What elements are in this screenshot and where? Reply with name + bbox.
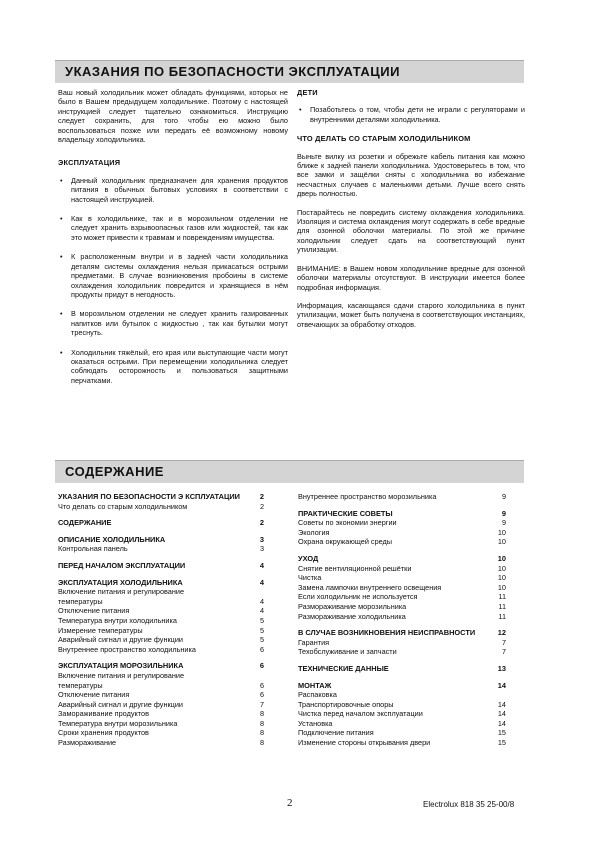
toc-entry-row[interactable] — [58, 635, 264, 645]
brand-code: Electrolux 818 35 25-00/8 — [423, 800, 515, 809]
toc-heading-label: УКАЗАНИЯ ПО БЕЗОПАСНОСТИ Э КСПЛУАТАЦИИ — [58, 492, 240, 501]
toc-entry-page: 10 — [497, 573, 506, 583]
old-fridge-paragraph: ВНИМАНИЕ: в Вашем новом холодильнике вредные для озонной оболочки материалы отсутствуют. В инструкции имеется более подробная информация. — [297, 263, 525, 292]
toc-entry-label: Подключение питания — [298, 728, 374, 738]
toc-heading-row[interactable] — [58, 561, 264, 571]
toc-entry-label: Измерение температуры — [58, 625, 143, 635]
toc-entry-page: 14 — [497, 699, 506, 709]
toc-header-band — [55, 460, 524, 483]
toc-entry-row[interactable] — [298, 564, 506, 574]
safety-left-column — [58, 88, 288, 395]
toc-entry-page: 6 — [259, 680, 264, 690]
toc-entry-label: Размораживание морозильника — [298, 601, 407, 611]
toc-entry-row[interactable] — [58, 700, 264, 710]
toc-heading-label: ТЕХНИЧЕСКИЕ ДАННЫЕ — [298, 663, 389, 673]
toc-right-column — [298, 492, 506, 755]
toc-group — [58, 578, 264, 655]
toc-heading-label: ОПИСАНИЕ ХОЛОДИЛЬНИКА — [58, 534, 166, 544]
toc-entry-label: Контрольная панель — [58, 544, 128, 554]
toc-heading-page: 2 — [259, 492, 264, 501]
toc-entry-page: 14 — [497, 709, 506, 719]
toc-heading-label: УХОД — [298, 553, 319, 563]
toc-entry-label: Температура внутри холодильника — [58, 615, 177, 625]
toc-entry-row[interactable] — [58, 671, 264, 681]
toc-entry-row[interactable] — [58, 606, 264, 616]
toc-entry-page: 11 — [498, 601, 506, 611]
toc-group — [298, 509, 506, 547]
toc-entry-page: 4 — [259, 606, 264, 616]
toc-entry-row[interactable] — [58, 597, 264, 607]
toc-title: СОДЕРЖАНИЕ — [65, 464, 164, 479]
toc-entry-page: 8 — [259, 718, 264, 728]
toc-heading-page: 4 — [259, 577, 264, 587]
toc-entry-page: 9 — [501, 492, 506, 501]
toc-heading-page: 10 — [497, 553, 506, 563]
toc-left-column — [58, 492, 264, 755]
toc-entry-row[interactable] — [298, 719, 506, 729]
toc-entry-label: Техобслуживание и запчасти — [298, 647, 397, 657]
toc-heading-label: ЭКСПЛУАТАЦИЯ МОРОЗИЛЬНИКА — [58, 661, 184, 671]
toc-entry-row[interactable] — [58, 719, 264, 729]
toc-heading-row[interactable] — [58, 518, 264, 528]
toc-entry-page: 7 — [501, 647, 506, 657]
toc-entry-label: температуры — [58, 596, 103, 606]
toc-group — [298, 664, 506, 674]
toc-entry-row[interactable] — [58, 626, 264, 636]
safety-title: УКАЗАНИЯ ПО БЕЗОПАСНОСТИ ЭКСПЛУАТАЦИИ — [65, 64, 400, 79]
toc-group — [298, 628, 506, 657]
toc-entry-label: Замораживание продуктов — [58, 709, 149, 719]
toc-group — [58, 561, 264, 571]
toc-entry-row[interactable] — [58, 645, 264, 655]
children-list — [297, 105, 525, 124]
old-fridge-paragraphs — [297, 152, 525, 330]
toc-entry-page: 9 — [501, 518, 506, 528]
toc-entry-label: Отключение питания — [58, 690, 130, 700]
toc-entry-label: Аварийный сигнал и другие функции — [58, 635, 183, 645]
toc-entry-row[interactable] — [298, 647, 506, 657]
toc-entry-page: 7 — [501, 637, 506, 647]
toc-entry-page — [492, 690, 506, 700]
toc-entry-page: 15 — [497, 738, 506, 748]
toc-entry-label: Размораживание холодильника — [298, 611, 406, 621]
toc-entry-page: 2 — [259, 501, 264, 511]
toc-entry-page: 6 — [259, 690, 264, 700]
toc-entry-label: Температура внутри морозильника — [58, 718, 178, 728]
toc-entry-row[interactable] — [58, 544, 264, 554]
toc-entry-row[interactable] — [58, 616, 264, 626]
safety-intro: Ваш новый холодильник может обладать функциями, которых не было в Вашем предыдущем холодильнике. Поэтому с настоящей инструкцией следует тщательно ознакомиться. Инструкцию следует сохранить, для того чтобы ею можно было воспользоваться позже или передать её возможному новому владельцу холодильника. — [58, 88, 288, 145]
toc-entry-label: Включение питания и регулирование — [58, 587, 185, 597]
toc-entry-row[interactable] — [58, 728, 264, 738]
toc-heading-page: 6 — [259, 661, 264, 671]
toc-entry-row[interactable] — [298, 592, 506, 602]
toc-entry-page — [250, 671, 264, 681]
toc-heading-row[interactable] — [58, 535, 264, 545]
toc-entry-page: 4 — [259, 596, 264, 606]
toc-group — [58, 661, 264, 747]
toc-entry-label: Изменение стороны открывания двери — [298, 738, 431, 748]
toc-heading-page: 9 — [501, 508, 506, 518]
safety-header-band — [55, 60, 524, 83]
toc-entry-row[interactable] — [298, 573, 506, 583]
toc-entry-label: Чистка перед началом эксплуатации — [298, 709, 423, 719]
toc-entry-row[interactable] — [298, 602, 506, 612]
toc-entry-label: Размораживание — [58, 738, 117, 748]
toc-entry-row[interactable] — [58, 690, 264, 700]
toc-entry-label: Если холодильник не используется — [298, 592, 418, 602]
toc-entry-page: 10 — [497, 582, 506, 592]
toc-entry-row[interactable] — [58, 738, 264, 748]
toc-entry-row[interactable] — [298, 492, 506, 502]
toc-entry-page: 11 — [498, 592, 506, 602]
toc-entry-page: 10 — [497, 537, 506, 547]
list-item: • К расположенным внутри и в задней части холодильника деталям системы охлаждения нельзя прикасаться острыми предметами. В случае возникновения пробоины в системе охлаждения холодильник повредится и хранящиеся в нём продукты придут в негодность. — [58, 252, 288, 299]
toc-heading-label: ПЕРЕД НАЧАЛОМ ЭКСПЛУАТАЦИИ — [58, 560, 186, 570]
toc-entry-page: 5 — [259, 615, 264, 625]
children-heading: ДЕТИ — [297, 88, 318, 97]
toc-entry-label: Внутреннее пространство холодильника — [58, 644, 196, 654]
toc-entry-row[interactable] — [298, 612, 506, 622]
toc-entry-page: 8 — [259, 728, 264, 738]
toc-heading-row[interactable] — [58, 578, 264, 588]
toc-entry-row[interactable] — [298, 709, 506, 719]
toc-entry-row[interactable] — [58, 587, 264, 597]
toc-entry-label: температуры — [58, 680, 103, 690]
toc-entry-page: 14 — [497, 718, 506, 728]
toc-entry-row[interactable] — [298, 638, 506, 648]
toc-heading-row[interactable] — [298, 664, 506, 674]
toc-entry-page: 3 — [259, 544, 264, 554]
toc-entry-label: Что делать со старым холодильником — [58, 501, 188, 511]
toc-entry-label: Охрана окружающей среды — [298, 537, 393, 547]
toc-entry-row[interactable] — [298, 738, 506, 748]
toc-entry-row[interactable] — [298, 537, 506, 547]
toc-entry-row[interactable] — [298, 700, 506, 710]
toc-heading-page: 14 — [497, 680, 506, 690]
toc-entry-page: 10 — [497, 563, 506, 573]
toc-entry-row[interactable] — [298, 690, 506, 700]
toc-entry-row[interactable] — [58, 681, 264, 691]
list-item: • Как в холодильнике, так и в морозильном отделении не следует хранить взрывоопасных газов или жидкостей, так как это может привести к травмам и повреждениям имущества. — [58, 214, 288, 242]
toc-entry-label: Гарантия — [298, 637, 330, 647]
toc-entry-row[interactable] — [298, 528, 506, 538]
list-item: • Позаботьтесь о том, чтобы дети не играли с регуляторами и внутренними деталями холодильника. — [297, 105, 525, 124]
toc-group — [298, 554, 506, 621]
toc-entry-page: 8 — [259, 709, 264, 719]
toc-heading-page: 4 — [259, 560, 264, 570]
toc-group — [58, 492, 264, 511]
toc-entry-page: 10 — [497, 527, 506, 537]
old-fridge-paragraph: Выньте вилку из розетки и обрежьте кабель питания как можно ближе к задней панели холодильника. Удостоверьтесь в том, что все замки и защёлки сняты с холодильника во избежание несчастных случаев с маленькими детьми. Лучше всего снять дверь полностью. — [297, 151, 525, 199]
toc-heading-row[interactable] — [298, 681, 506, 691]
safety-right-column — [297, 88, 525, 338]
toc-heading-page: 12 — [497, 628, 506, 638]
toc-entry-page: 7 — [259, 699, 264, 709]
toc-heading-label: ПРАКТИЧЕСКИЕ СОВЕТЫ — [298, 508, 393, 518]
toc-heading-row[interactable] — [58, 492, 264, 502]
toc-entry-label: Транспортировочные опоры — [298, 699, 394, 709]
toc-entry-label: Установка — [298, 718, 333, 728]
toc-entry-page: 6 — [259, 644, 264, 654]
toc-entry-page: 5 — [259, 635, 264, 645]
toc-heading-row[interactable] — [298, 509, 506, 519]
toc-entry-row[interactable] — [58, 709, 264, 719]
toc-entry-row[interactable] — [298, 728, 506, 738]
toc-heading-label: МОНТАЖ — [298, 680, 332, 690]
toc-entry-label: Отключение питания — [58, 606, 130, 616]
toc-entry-label: Чистка — [298, 573, 322, 583]
toc-group — [58, 518, 264, 528]
toc-entry-page — [250, 587, 264, 597]
toc-entry-page: 11 — [498, 611, 506, 621]
old-fridge-paragraph: Постарайтесь не повредить систему охлаждения холодильника. Изоляция и система охлаждения могут содержать в себе вредные для озонной оболочки материалы. По этой же причине холодильник следует сдать на соответствующий пункт утилизации. — [297, 207, 525, 255]
toc-entry-label: Аварийный сигнал и другие функции — [58, 699, 183, 709]
toc-heading-page: 13 — [497, 663, 506, 673]
usage-heading: ЭКСПЛУАТАЦИЯ — [58, 158, 121, 168]
old-fridge-paragraph: Информация, касающаяся сдачи старого холодильника в пункт утилизации, может быть получена в соответствующих инстанциях, отвечающих за обработку отходов. — [297, 300, 525, 329]
toc-entry-page: 8 — [259, 738, 264, 748]
toc-entry-page: 5 — [259, 625, 264, 635]
toc-entry-label: Снятие вентиляционной решётки — [298, 563, 412, 573]
toc-entry-label: Экология — [298, 527, 330, 537]
old-fridge-heading: ЧТО ДЕЛАТЬ СО СТАРЫМ ХОЛОДИЛЬНИКОМ — [297, 134, 471, 144]
toc-heading-page: 3 — [259, 534, 264, 544]
toc-heading-label: ЭКСПЛУАТАЦИЯ ХОЛОДИЛЬНИКА — [58, 577, 183, 587]
toc-heading-row[interactable] — [58, 661, 264, 671]
toc-entry-label: Распаковка — [298, 690, 337, 700]
toc-heading-label: СОДЕРЖАНИЕ — [58, 518, 112, 528]
list-item: • Данный холодильник предназначен для хранения продуктов питания в обычных бытовых условиях в соответствии с настоящей инструкцией. — [58, 176, 288, 204]
toc-heading-page: 2 — [259, 518, 264, 528]
toc-entry-label: Советы по экономии энергии — [298, 518, 397, 528]
toc-entry-row[interactable] — [298, 518, 506, 528]
list-item: • В морозильном отделении не следует хранить газированных напитков или бутылок с жидкостью , так как бутылки могут треснуть. — [58, 309, 288, 337]
toc-entry-label: Сроки хранения продуктов — [58, 728, 149, 738]
toc-heading-label: В СЛУЧАЕ ВОЗНИКНОВЕНИЯ НЕИСПРАВНОСТИ — [298, 628, 476, 638]
toc-entry-label: Включение питания и регулирование — [58, 670, 185, 680]
toc-entry-label: Внутреннее пространство морозильника — [298, 492, 437, 501]
toc-entry-label: Замена лампочки внутреннего освещения — [298, 582, 442, 592]
toc-group — [298, 681, 506, 748]
page-number: 2 — [287, 797, 293, 809]
toc-heading-row[interactable] — [298, 554, 506, 564]
toc-entry-row[interactable] — [58, 502, 264, 512]
toc-entry-row[interactable] — [298, 583, 506, 593]
toc-entry-page: 15 — [497, 728, 506, 738]
toc-heading-row[interactable] — [298, 628, 506, 638]
toc-group — [298, 492, 506, 502]
usage-list — [58, 176, 288, 385]
list-item: • Холодильник тяжёлый, его края или выступающие части могут оказаться острыми. При перемещении холодильника следует соблюдать осторожность и пользоваться защитными перчатками. — [58, 348, 288, 386]
toc-group — [58, 535, 264, 554]
